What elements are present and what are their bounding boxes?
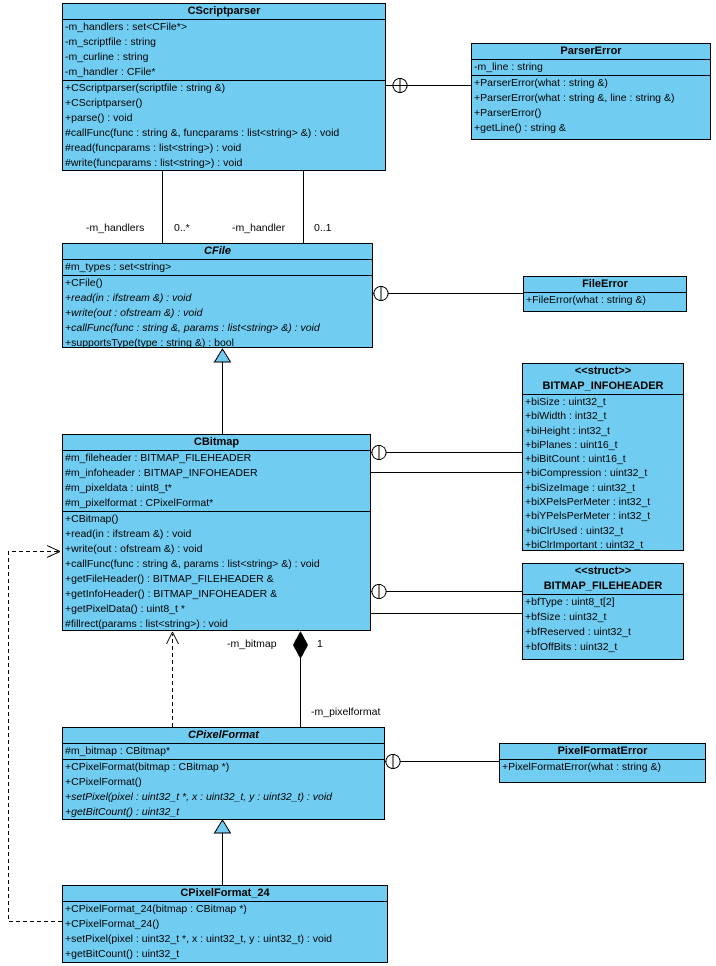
methods-section <box>63 276 372 348</box>
member-row: #m_pixelformat : CPixelFormat* <box>65 497 214 509</box>
member-row: +read(in : ifstream &) : void <box>65 528 192 540</box>
class-title: FileError <box>524 277 686 293</box>
edge-multiplicity-m-handlers: 0..* <box>174 222 190 234</box>
member-row: +CPixelFormat_24(bitmap : CBitmap *) <box>65 903 247 915</box>
class-box-cpixelformat24[interactable] <box>62 885 388 963</box>
containment-connector-fileheader[interactable] <box>371 585 522 599</box>
edge-label-m-bitmap: -m_bitmap <box>227 638 277 650</box>
member-row: +callFunc(func : string &, params : list<string> &) : void <box>65 322 320 334</box>
member-row: +CPixelFormat(bitmap : CBitmap *) <box>65 761 230 773</box>
class-title: CPixelFormat <box>63 728 384 744</box>
attributes-section <box>63 451 370 512</box>
edge-multiplicity-m-handler: 0..1 <box>314 222 332 234</box>
member-row: #read(funcparams : list<string>) : void <box>65 142 242 154</box>
class-title: CBitmap <box>63 435 370 451</box>
class-box-fileerror[interactable] <box>523 276 687 312</box>
class-title: CScriptparser <box>63 4 385 20</box>
edge-label-m-pixelformat: -m_pixelformat <box>311 706 381 718</box>
member-row: +ParserError() <box>474 107 542 119</box>
member-row: -m_handlers : set<CFile*> <box>65 21 187 33</box>
class-title: BITMAP_INFOHEADER <box>523 379 683 395</box>
member-row: +biCompression : uint32_t <box>525 467 648 480</box>
member-row: #fillrect(params : list<string>) : void <box>65 618 228 630</box>
member-row: #write(funcparams : list<string>) : void <box>65 157 243 169</box>
member-row: +ParserError(what : string &, line : string &) <box>474 92 675 104</box>
member-row: #m_bitmap : CBitmap* <box>65 745 171 757</box>
member-row: +getBitCount() : uint32_t <box>65 806 180 818</box>
member-row: -m_scriptfile : string <box>65 36 157 48</box>
member-row: +biXPelsPerMeter : int32_t <box>525 496 651 509</box>
member-row: +setPixel(pixel : uint32_t *, x : uint32_t, y : uint32_t) : void <box>65 791 333 803</box>
edge-label-m-handlers: -m_handlers <box>86 222 145 234</box>
member-row: +getLine() : string & <box>474 122 566 134</box>
composition-m-pixelformat[interactable] <box>294 632 308 727</box>
member-row: +bfReserved : uint32_t <box>525 626 631 638</box>
member-row: -m_line : string <box>474 61 543 73</box>
member-row: +biClrUsed : uint32_t <box>525 524 624 537</box>
member-row: +getFileHeader() : BITMAP_FILEHEADER & <box>65 573 274 585</box>
class-box-cbitmap[interactable] <box>62 434 371 631</box>
member-row: +CPixelFormat() <box>65 776 142 788</box>
member-row: +supportsType(type : string &) : bool <box>65 337 234 348</box>
generalization-cpixelformat24-cpixelformat[interactable] <box>215 820 231 885</box>
member-row: +biWidth : int32_t <box>525 410 607 423</box>
class-box-parsererror[interactable] <box>471 43 711 140</box>
member-row: +biPlanes : uint16_t <box>525 438 618 451</box>
attributes-section <box>63 744 384 760</box>
class-box-pixelformaterror[interactable] <box>499 743 706 783</box>
member-row: +write(out : ofstream &) : void <box>65 543 203 555</box>
member-row: #m_types : set<string> <box>65 261 172 273</box>
member-row: +CFile() <box>65 277 103 289</box>
member-row: +biSize : uint32_t <box>525 396 606 408</box>
containment-connector-pixelformaterror[interactable] <box>385 755 499 769</box>
member-row: +getPixelData() : uint8_t * <box>65 603 185 615</box>
generalization-cbitmap-cfile[interactable] <box>215 349 231 434</box>
edge-label-m-handler: -m_handler <box>232 222 286 234</box>
member-row: +PixelFormatError(what : string &) <box>502 761 661 773</box>
member-row: #callFunc(func : string &, funcparams : list<string> &) : void <box>65 127 340 139</box>
member-row: +CScriptparser(scriptfile : string &) <box>65 82 226 94</box>
class-title: BITMAP_FILEHEADER <box>523 579 683 595</box>
member-row: +parse() : void <box>65 112 133 124</box>
methods-section <box>500 760 705 775</box>
containment-connector-fileerror[interactable] <box>373 287 523 301</box>
member-row: +CScriptparser() <box>65 97 143 109</box>
member-row: +bfSize : uint32_t <box>525 611 607 623</box>
member-row: +getBitCount() : uint32_t <box>65 948 180 960</box>
edge-multiplicity-m-bitmap: 1 <box>317 638 323 650</box>
class-title: CFile <box>63 244 372 260</box>
member-row: +FileError(what : string &) <box>526 294 646 306</box>
methods-section <box>63 760 384 820</box>
dependency-cpixelformat24-cbitmap[interactable] <box>9 546 63 922</box>
methods-section <box>63 81 385 171</box>
member-row: +setPixel(pixel : uint32_t *, x : uint32_t, y : uint32_t) : void <box>65 933 333 945</box>
member-row: +bfType : uint8_t[2] <box>525 596 615 608</box>
attributes-section <box>472 60 710 76</box>
stereotype-label: <<struct>> <box>574 365 632 377</box>
member-row: +callFunc(func : string &, params : list<string> &) : void <box>65 558 320 570</box>
class-title: PixelFormatError <box>500 744 705 760</box>
member-row: -m_curline : string <box>65 51 149 63</box>
member-row: +CPixelFormat_24() <box>65 918 160 930</box>
containment-connector-parsererror[interactable] <box>386 79 472 93</box>
member-row: +read(in : ifstream &) : void <box>65 292 192 304</box>
methods-section <box>63 902 387 962</box>
attributes-section <box>523 595 683 655</box>
attributes-section <box>63 20 385 81</box>
member-row: +write(out : ofstream &) : void <box>65 307 203 319</box>
attributes-section <box>63 260 372 276</box>
class-box-cfile[interactable] <box>62 243 373 348</box>
stereotype-label: <<struct>> <box>574 565 632 577</box>
member-row: +biBitCount : uint16_t <box>525 453 626 466</box>
member-row: +getInfoHeader() : BITMAP_INFOHEADER & <box>65 588 278 600</box>
member-row: +biYPelsPerMeter : int32_t <box>525 510 651 523</box>
containment-connector-infoheader[interactable] <box>371 446 522 460</box>
member-row: #m_pixeldata : uint8_t* <box>65 482 172 494</box>
class-title: ParserError <box>472 44 710 60</box>
methods-section <box>63 512 370 631</box>
attributes-section <box>523 395 683 551</box>
member-row: +ParserError(what : string &) <box>474 77 608 89</box>
dependency-cpixelformat-cbitmap[interactable] <box>167 632 179 727</box>
member-row: +biClrImportant : uint32_t <box>525 538 644 551</box>
class-box-cscriptparser[interactable] <box>62 3 386 171</box>
methods-section <box>524 293 686 308</box>
member-row: +bfOffBits : uint32_t <box>525 641 618 653</box>
member-row: #m_infoheader : BITMAP_INFOHEADER <box>65 467 258 479</box>
class-box-bitmap-infoheader[interactable] <box>522 363 684 551</box>
member-row: -m_handler : CFile* <box>65 66 156 78</box>
class-box-bitmap-fileheader[interactable] <box>522 563 684 660</box>
class-box-cpixelformat[interactable] <box>62 727 385 820</box>
member-row: #m_fileheader : BITMAP_FILEHEADER <box>65 452 252 464</box>
methods-section <box>472 76 710 136</box>
member-row: +biHeight : int32_t <box>525 424 610 437</box>
class-title: CPixelFormat_24 <box>63 886 387 902</box>
member-row: +CBitmap() <box>65 513 119 525</box>
member-row: +biSizeImage : uint32_t <box>525 481 636 494</box>
